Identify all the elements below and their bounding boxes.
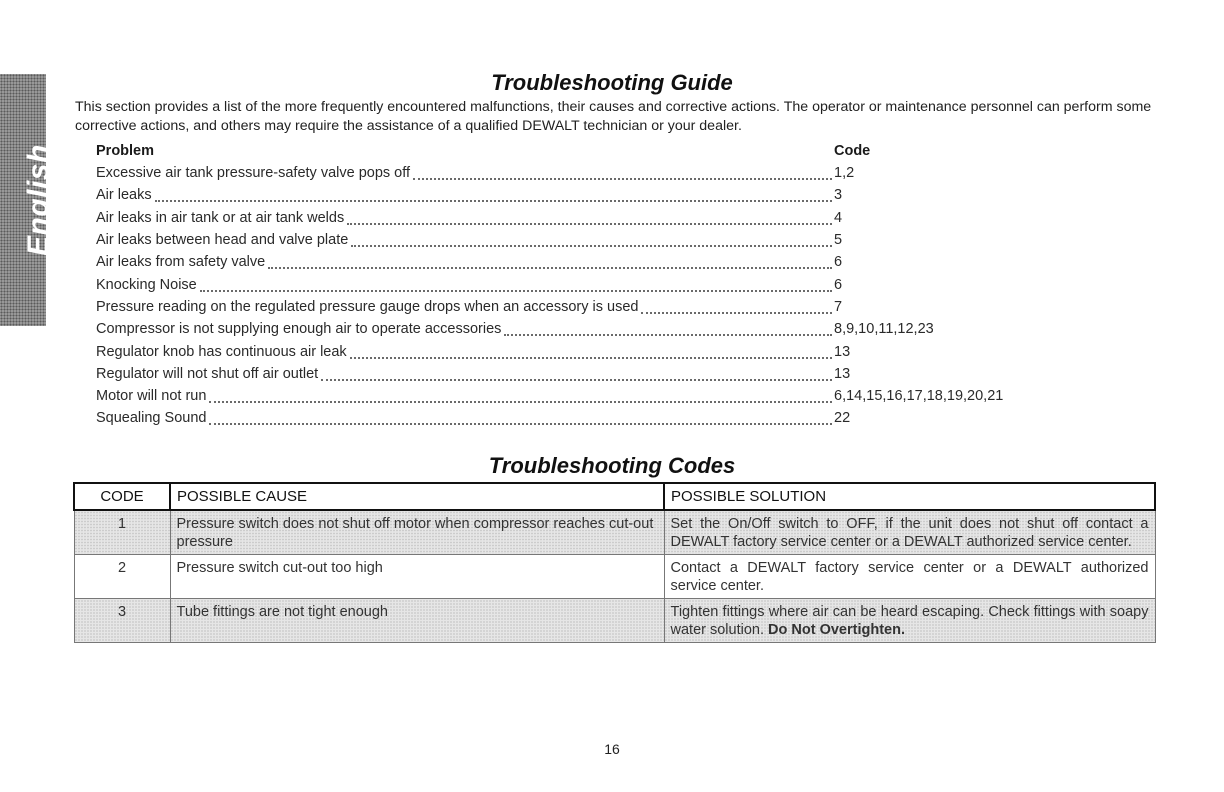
problem-description-wrap	[96, 254, 834, 270]
problem-code: 8,9,10,11,12,23	[834, 321, 934, 338]
problem-description-wrap	[96, 277, 834, 293]
problem-code: 13	[834, 365, 851, 382]
problem-row	[96, 296, 1096, 318]
problem-description-wrap	[96, 187, 834, 203]
problem-description-wrap	[96, 388, 834, 404]
problem-description: Motor will not run	[96, 388, 207, 405]
dot-leader	[200, 286, 832, 292]
problem-code: 6	[834, 254, 843, 271]
problem-code: 22	[834, 410, 851, 427]
problem-description-wrap	[96, 232, 834, 248]
problem-description: Pressure reading on the regulated pressure gauge drops when an accessory is used	[96, 298, 639, 315]
problem-list	[96, 140, 1096, 430]
problem-row	[96, 318, 1096, 340]
problem-code: 13	[834, 343, 851, 360]
problem-row	[96, 363, 1096, 385]
troubleshooting-codes-title: Troubleshooting Codes	[488, 453, 736, 478]
problem-description: Regulator knob has continuous air leak	[96, 343, 347, 360]
problem-code: 6	[834, 276, 843, 293]
problem-row	[96, 229, 1096, 251]
problem-row	[96, 184, 1096, 206]
problem-row	[96, 385, 1096, 407]
problem-description-wrap	[96, 410, 834, 426]
page-number: 16	[604, 741, 620, 757]
dot-leader	[504, 330, 832, 336]
solution-cell	[664, 510, 1155, 555]
possible-solution-header: POSSIBLE SOLUTION	[664, 483, 1155, 510]
intro-paragraph: This section provides a list of the more frequently encountered malfunctions, their causes and corrective actions. The operator or maintenance personnel can perform some corrective actions, and others may require the assistance of a qualified DEWALT technician or your dealer.	[75, 99, 1152, 134]
problem-code: 5	[834, 232, 843, 249]
table-row	[74, 599, 1155, 643]
problem-code: 1,2	[834, 165, 855, 182]
problem-row	[96, 207, 1096, 229]
dot-leader	[641, 308, 832, 314]
dot-leader	[413, 174, 832, 180]
dot-leader	[321, 375, 832, 381]
problem-row	[96, 162, 1096, 184]
problem-row	[96, 273, 1096, 295]
problem-description-wrap	[96, 344, 834, 360]
table-row	[74, 510, 1155, 555]
problem-description-wrap	[96, 299, 834, 315]
problem-code: 4	[834, 209, 843, 226]
problem-description: Air leaks	[96, 187, 152, 204]
problem-description-wrap	[96, 366, 834, 382]
troubleshooting-codes-table	[73, 482, 1156, 643]
problem-description: Air leaks between head and valve plate	[96, 232, 349, 249]
dot-leader	[155, 196, 832, 202]
possible-cause-header: POSSIBLE CAUSE	[170, 483, 664, 510]
code-header: CODE	[74, 483, 170, 510]
problem-description: Air leaks from safety valve	[96, 254, 266, 271]
solution-text: Tighten fittings where air can be heard escaping. Check fittings with soapy water solution.	[670, 604, 1149, 638]
dot-leader	[350, 353, 832, 359]
problem-list-header	[96, 140, 1096, 162]
dot-leader	[268, 263, 832, 269]
code-cell: 2	[74, 555, 170, 599]
dot-leader	[351, 241, 832, 247]
problem-description: Knocking Noise	[96, 276, 197, 293]
problem-description: Regulator will not shut off air outlet	[96, 365, 319, 382]
solution-text: Contact a DEWALT factory service center or a DEWALT authorized service center.	[670, 560, 1149, 594]
problem-column-header: Problem	[96, 143, 155, 159]
language-tab-label: English	[22, 144, 55, 256]
solution-emphasis: Do Not Overtighten.	[768, 621, 905, 638]
solution-text: Set the On/Off switch to OFF, if the unit does not shut off contact a DEWALT factory service center or a DEWALT authorized service center.	[670, 516, 1149, 550]
code-cell: 1	[74, 510, 170, 555]
problem-row	[96, 340, 1096, 362]
problem-code: 3	[834, 187, 843, 204]
problem-description-wrap	[96, 210, 834, 226]
problem-description-wrap	[96, 321, 834, 337]
dot-leader	[209, 397, 832, 403]
table-row	[74, 555, 1155, 599]
cause-cell: Tube fittings are not tight enough	[170, 599, 664, 643]
problem-code: 7	[834, 298, 843, 315]
dot-leader	[209, 419, 832, 425]
problem-row	[96, 407, 1096, 429]
problem-description: Squealing Sound	[96, 410, 207, 427]
problem-description-wrap	[96, 165, 834, 181]
solution-cell	[664, 555, 1155, 599]
code-column-header: Code	[834, 143, 871, 159]
language-tab	[0, 74, 55, 326]
solution-cell	[664, 599, 1155, 643]
problem-code: 6,14,15,16,17,18,19,20,21	[834, 388, 1004, 405]
problem-description: Compressor is not supplying enough air to operate accessories	[96, 321, 502, 338]
cause-cell: Pressure switch cut-out too high	[170, 555, 664, 599]
troubleshooting-guide-title: Troubleshooting Guide	[491, 70, 733, 95]
table-header-row	[74, 483, 1155, 510]
problem-description: Excessive air tank pressure-safety valve pops off	[96, 165, 411, 182]
dot-leader	[347, 219, 832, 225]
problem-row	[96, 251, 1096, 273]
cause-cell: Pressure switch does not shut off motor when compressor reaches cut-out pressure	[170, 510, 664, 555]
problem-description: Air leaks in air tank or at air tank welds	[96, 209, 345, 226]
code-cell: 3	[74, 599, 170, 643]
